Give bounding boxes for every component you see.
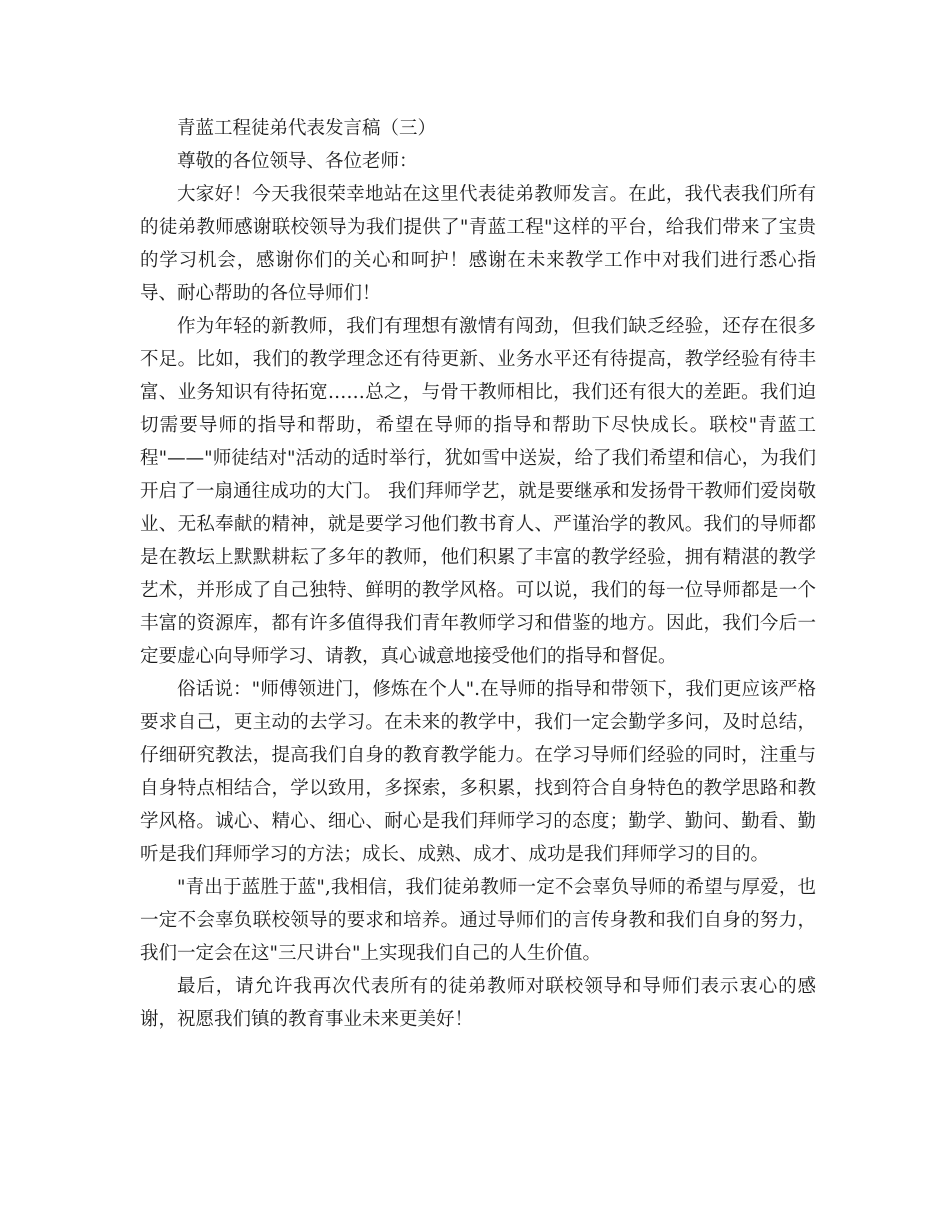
- document-salutation: 尊敬的各位领导、各位老师：: [177, 151, 418, 172]
- document-title: 青蓝工程徒弟代表发言稿（三）: [177, 118, 437, 139]
- paragraph-3: 俗话说："师傅领进门，修炼在个人".在导师的指导和带领下，我们更应该严格要求自己，更主动的去学习。在未来的教学中，我们一定会勤学多问，及时总结，仔细研究教法，提高我们自身的教育教学能力。在学习导师们经验的同时，注重与自身特点相结合，学以致用，多探索，多积累，找到符合自身特色的教学思路和教学风格。诚心、精心、细心、耐心是我们拜师学习的态度；勤学、勤问、勤看、勤听是我们拜师学习的方法；成长、成熟、成才、成功是我们拜师学习的目的。: [140, 679, 816, 865]
- paragraph-5: 最后，请允许我再次代表所有的徒弟教师对联校领导和导师们表示衷心的感谢，祝愿我们镇的教育事业未来更美好！: [140, 976, 816, 1030]
- paragraph-4: "青出于蓝胜于蓝",我相信，我们徒弟教师一定不会辜负导师的希望与厚爱，也一定不会辜负联校领导的要求和培养。通过导师们的言传身教和我们自身的努力，我们一定会在这"三尺讲台"上实现我们自己的人生价值。: [140, 877, 816, 964]
- document-body: [140, 112, 816, 1036]
- paragraph-1: 大家好！今天我很荣幸地站在这里代表徒弟教师发言。在此，我代表我们所有的徒弟教师感谢联校领导为我们提供了"青蓝工程"这样的平台，给我们带来了宝贵的学习机会，感谢你们的关心和呵护！感谢在未来教学工作中对我们进行悉心指导、耐心帮助的各位导师们！: [140, 184, 816, 304]
- paragraph-2: 作为年轻的新教师，我们有理想有激情有闯劲，但我们缺乏经验，还存在很多不足。比如，我们的教学理念还有待更新、业务水平还有待提高，教学经验有待丰富、业务知识有待拓宽……总之，与骨干教师相比，我们还有很大的差距。我们迫切需要导师的指导和帮助，希望在导师的指导和帮助下尽快成长。联校"青蓝工程"——"师徒结对"活动的适时举行，犹如雪中送炭，给了我们希望和信心，为我们开启了一扇通往成功的大门。 我们拜师学艺，就是要继承和发扬骨干教师们爱岗敬业、无私奉献的精神，就是要学习他们教书育人、严谨治学的教风。我们的导师都是在教坛上默默耕耘了多年的教师，他们积累了丰富的教学经验，拥有精湛的教学艺术，并形成了自己独特、鲜明的教学风格。可以说，我们的每一位导师都是一个丰富的资源库，都有许多值得我们青年教师学习和借鉴的地方。因此，我们今后一定要虚心向导师学习、请教，真心诚意地接受他们的指导和督促。: [140, 316, 816, 667]
